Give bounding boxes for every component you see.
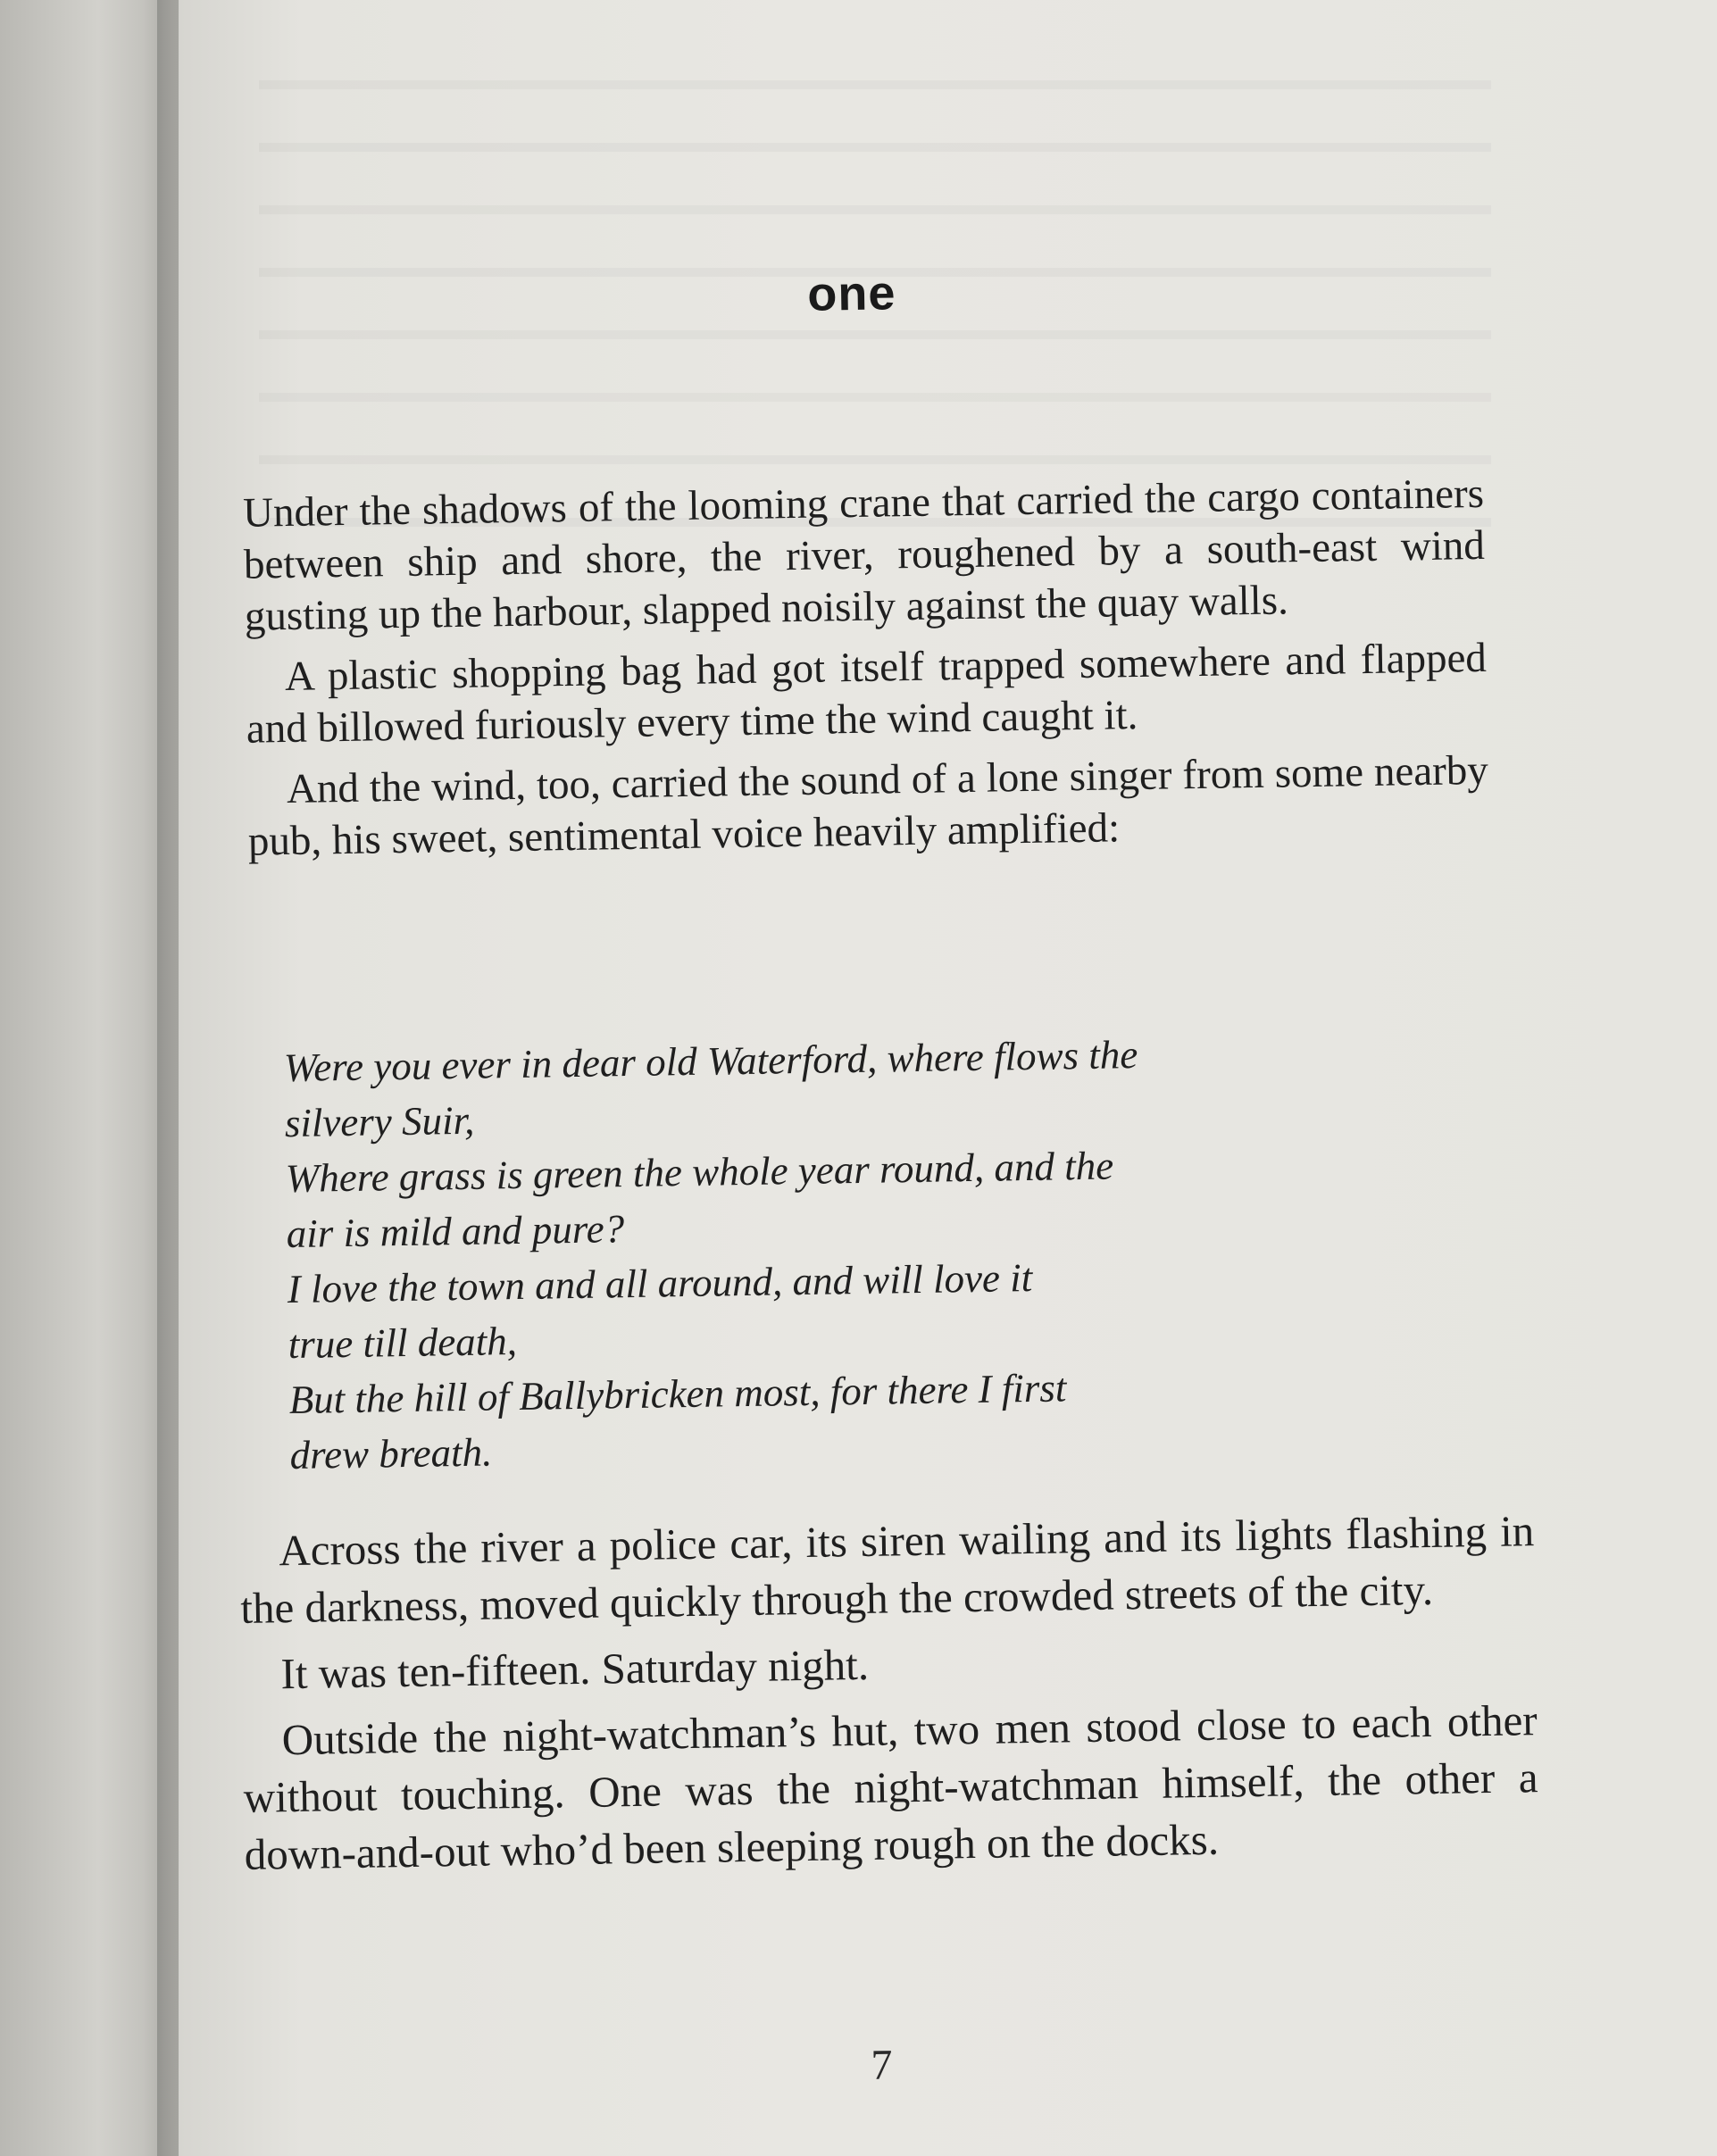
verse-line: But the hill of Ballybricken most, for there I first (288, 1365, 1067, 1423)
page-number: 7 (871, 2041, 893, 2089)
closing-paragraphs (239, 1503, 1539, 1893)
verse-line: silvery Suir, (284, 1097, 475, 1146)
paragraph: It was ten-fifteen. Saturday night. (280, 1639, 870, 1699)
paragraph: A plastic shopping bag had got itself trapped somewhere and flapped and billowed furiously every time the wind caught it. (246, 634, 1488, 753)
verse-line: drew breath. (289, 1429, 493, 1478)
paragraph: Across the river a police car, its siren wailing and its lights flashing in the darkness, moved quickly through the crowded streets of the city. (239, 1506, 1535, 1633)
opening-paragraphs (243, 468, 1490, 877)
verse-line: Where grass is green the whole year round, and the (285, 1143, 1114, 1202)
verse-line: Were you ever in dear old Waterford, where flows the (283, 1032, 1138, 1091)
paragraph: Outside the night-watchman’s hut, two men stood close to each other without touching. One was the night-watchman himself, the other a down-and-out who’d been sleeping rough on the docks. (243, 1695, 1538, 1879)
verse-line: true till death, (288, 1319, 518, 1368)
song-verse (283, 1023, 1362, 1483)
paragraph: Under the shadows of the looming crane that carried the cargo containers between ship and shore, the river, roughened by a south-east wind gusting up the harbour, slapped noisily against the quay walls. (242, 470, 1486, 640)
verse-line: air is mild and pure? (286, 1206, 625, 1257)
chapter-heading: one (806, 266, 896, 321)
paragraph: And the wind, too, carried the sound of a lone singer from some nearby pub, his sweet, sentimental voice heavily amplified: (247, 746, 1489, 865)
verse-line: I love the town and all around, and will love it (287, 1254, 1033, 1312)
